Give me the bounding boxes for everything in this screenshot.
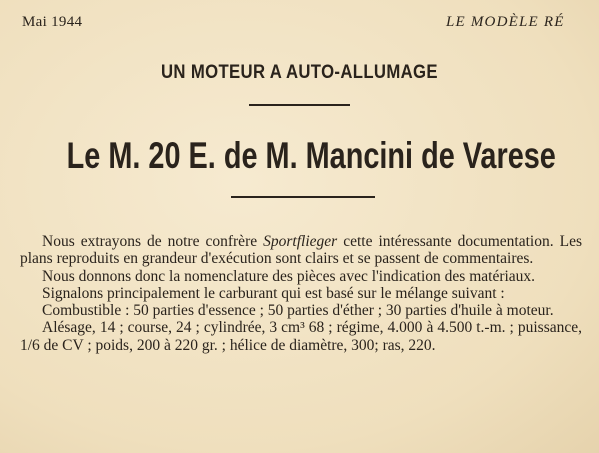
issue-date: Mai 1944	[22, 14, 83, 30]
paragraph-nomenclature: Nous donnons donc la nomenclature des pièces avec l'indication des matériaux.	[42, 267, 536, 285]
article-kicker: UN MOTEUR A AUTO-ALLUMAGE	[160, 62, 438, 83]
publication-name: LE MODÈLE RÉ	[446, 14, 565, 30]
paragraph-combustible: Combustible : 50 parties d'essence ; 50 parties d'éther ; 30 parties d'huile à moteur.	[42, 302, 554, 320]
article-title: Le M. 20 E. de M. Mancini de Varese	[66, 135, 556, 176]
paragraph-text: cette intéressante documentation. Les plans reproduits en grandeur d'exécution sont clairs et se passent de commentaires.	[20, 233, 582, 268]
article-body	[20, 233, 582, 354]
paragraph-intro	[20, 233, 582, 268]
paragraph-specifications: Alésage, 14 ; course, 24 ; cylindrée, 3 cm³ 68 ; régime, 4.000 à 4.500 t.-m. ; puissance, 1/6 de CV ; poids, 200 à 220 gr. ; hélice de diamètre, 300; ras, 220.	[20, 319, 582, 354]
divider-rule	[231, 196, 375, 198]
divider-rule	[249, 104, 350, 106]
paragraph-text: Nous extrayons de notre confrère	[42, 233, 264, 250]
magazine-name: Sportflieger	[263, 233, 338, 250]
paragraph-fuel: Signalons principalement le carburant qui est basé sur le mélange suivant :	[42, 284, 505, 302]
